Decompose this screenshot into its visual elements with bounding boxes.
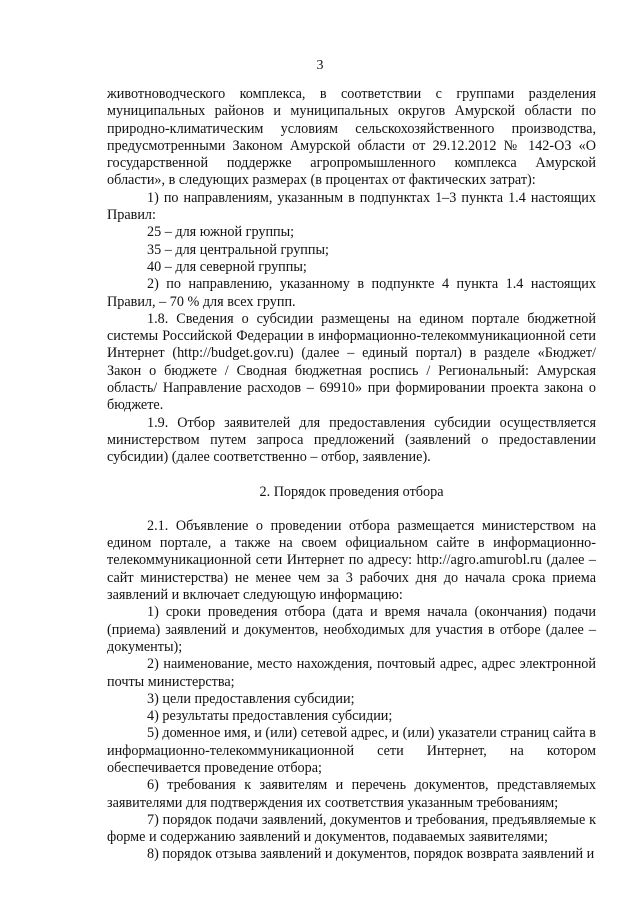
- page-number: 3: [316, 58, 324, 73]
- paragraph-intro: животноводческого комплекса, в соответствии с группами разделения муниципальных районов и муниципальных округов Амурской области по природно-климатическим условиям сельскохозяйственного производства, предусмотренными Законом Амурской области от 29.12.2012 № 142-ОЗ «О государственной поддержке агропромышленного комплекса Амурской области», в следующих размерах (в процентах от фактических затрат):: [107, 86, 596, 189]
- paragraph-item-1: 1) по направлениям, указанным в подпунктах 1–3 пункта 1.4 настоящих Правил:: [107, 189, 596, 224]
- section-2-paragraphs: [107, 518, 596, 864]
- paragraph-2-1-7: 7) порядок подачи заявлений, документов и требования, предъявляемые к форме и содержанию заявлений и документов, подаваемых заявителями;: [107, 811, 596, 846]
- paragraph-2-1-3: 3) цели предоставления субсидии;: [147, 690, 355, 707]
- paragraph-2-1-2: 2) наименование, место нахождения, почтовый адрес, адрес электронной почты министерства;: [107, 656, 596, 690]
- paragraph-2-1-5: 5) доменное имя, и (или) сетевой адрес, и (или) указатели страниц сайта в информационно-телекоммуникационной сети Интернет, на котором обеспечивается проведение отбора;: [107, 725, 596, 776]
- section-heading: 2. Порядок проведения отбора: [259, 483, 444, 500]
- paragraph-central: 35 – для центральной группы;: [147, 241, 329, 258]
- paragraph-2-1-1: 1) сроки проведения отбора (дата и время начала (окончания) подачи (приема) заявлений и документов, необходимых для участия в отборе (далее – документы);: [107, 604, 596, 655]
- paragraph-south: 25 – для южной группы;: [147, 224, 295, 241]
- section-1-paragraphs: [107, 86, 596, 467]
- document-body: [107, 86, 596, 864]
- paragraph-2-1: 2.1. Объявление о проведении отбора размещается министерством на едином портале, а также на своем официальном сайте в информационно-телекоммуникационной сети Интернет по адресу: http://agro.amurobl.ru (далее – сайт министерства) не менее чем за 3 рабочих дня до начала срока приема заявлений и включает следующую информацию:: [107, 517, 596, 604]
- paragraph-1-8: 1.8. Сведения о субсидии размещены на едином портале бюджетной системы Российской Федерации в информационно-телекоммуникационной сети Интернет (http://budget.gov.ru) (далее – единый портал) в разделе «Бюджет/ Закон о бюджете / Сводная бюджетная роспись / Региональный: Амурская область/ Направление расходов – 69910» при формировании проекта закона о бюджете.: [107, 310, 596, 414]
- paragraph-2-1-8: 8) порядок отзыва заявлений и документов, порядок возврата заявлений и: [147, 846, 595, 863]
- paragraph-1-9: 1.9. Отбор заявителей для предоставления субсидии осуществляется министерством путем запроса предложений (заявлений о предоставлении субсидии) (далее соответственно – отбор, заявление).: [107, 414, 596, 466]
- paragraph-2-1-6: 6) требования к заявителям и перечень документов, представляемых заявителями для подтверждения их соответствия указанным требованиям;: [107, 777, 596, 811]
- paragraph-2-1-4: 4) результаты предоставления субсидии;: [147, 708, 393, 725]
- paragraph-item-2: 2) по направлению, указанному в подпункте 4 пункта 1.4 настоящих Правил, – 70 % для всех групп.: [107, 276, 596, 310]
- paragraph-north: 40 – для северной группы;: [147, 258, 307, 275]
